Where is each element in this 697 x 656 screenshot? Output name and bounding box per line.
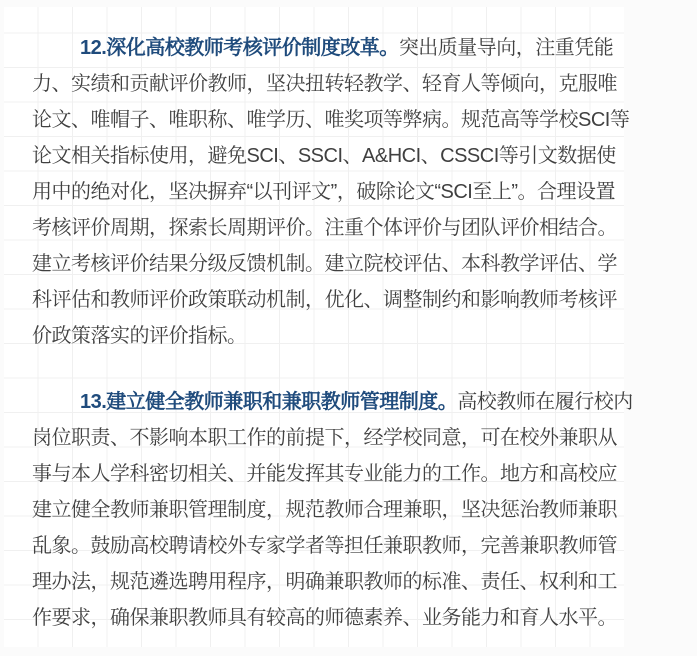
text-line: 岗位职责、不影响本职工作的前提下，经学校同意，可在校外兼职从 [32,427,617,449]
text-line: 论文、唯帽子、唯职称、唯学历、唯奖项等弊病。规范高等学校SCI等 [32,109,630,131]
text-line: 事与本人学科密切相关、并能发挥其专业能力的工作。地方和高校应 [32,463,617,485]
text-line: 科评估和教师评价政策联动机制，优化、调整制约和影响教师考核评 [32,289,617,311]
text-line: 建立健全教师兼职管理制度，规范教师合理兼职，坚决惩治教师兼职 [32,499,617,521]
text-line: 论文相关指标使用，避免SCI、SSCI、A&HCI、CSSCI等引文数据使 [32,145,616,167]
paragraph-13-heading: 13.建立健全教师兼职和兼职教师管理制度。 [80,391,458,413]
text-line: 用中的绝对化，坚决摒弃“以刊评文”，破除论文“SCI至上”。合理设置 [32,181,615,203]
paragraph-13 [32,384,632,636]
text-line: 理办法，规范遴选聘用程序，明确兼职教师的标准、责任、权利和工 [32,571,617,593]
paragraph-12-heading: 12.深化高校教师考核评价制度改革。 [80,37,399,59]
text-line: 建立考核评价结果分级反馈机制。建立院校评估、本科教学评估、学 [32,253,617,275]
text-line: 乱象。鼓励高校聘请校外专家学者等担任兼职教师，完善兼职教师管 [32,535,617,557]
text-line: 作要求，确保兼职教师具有较高的师德素养、业务能力和育人水平。 [32,607,617,629]
paragraph-13-first-line [32,384,632,420]
paragraph-12-first-line [32,30,632,66]
paragraph-12-first-line-text: 突出质量导向，注重凭能 [398,37,614,59]
paragraph-12 [32,30,632,354]
text-line: 价政策落实的评价指标。 [32,325,247,347]
text-line: 力、实绩和贡献评价教师，坚决扭转轻教学、轻育人等倾向，克服唯 [32,73,617,95]
paragraph-13-first-line-text: 高校教师在履行校内 [457,391,633,413]
text-line: 考核评价周期，探索长周期评价。注重个体评价与团队评价相结合。 [32,217,617,239]
